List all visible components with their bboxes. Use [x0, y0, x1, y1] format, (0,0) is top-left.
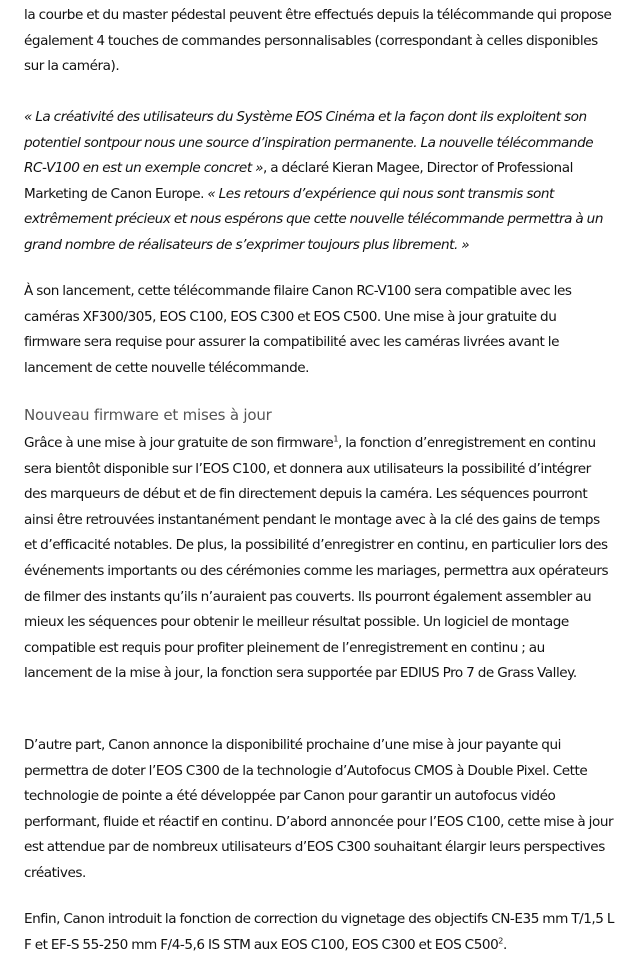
paragraph-vignetting-end: . — [502, 936, 507, 953]
paragraph-autofocus-update: D’autre part, Canon annonce la disponibilité prochaine d’une mise à jour payante qui permettra de doter l’EOS C300 de la technologie d’Autofocus CMOS à Double Pixel. Cette technologie de pointe a été développée par Canon pour garantir un autofocus vidéo performant, fluide et réactif en continu. D’abord annoncée pour l’EOS C100, cette mise à jour est attendue par de nombreux utilisateurs d’EOS C300 souhaitant élargir leurs perspectives créatives. — [24, 737, 614, 881]
paragraph-continuous-recording-rest: , la fonction d’enregistrement en continu sera bientôt disponible sur l’EOS C100, et donnera aux utilisateurs la possibilité d’intégrer des marqueurs de début et de fin directement depuis la caméra. Les séquences pourront ainsi être retrouvées instantanément pendant le montage avec à la clé des gains de temps et d’efficacité notables. De plus, la possibilité d’enregistrer en continu, en particulier lors des événements importants ou des cérémonies comme les mariages, permettra aux opérateurs de filmer des instants qu’ils n’auraient pas couverts. Ils pourront également assembler au mieux les séquences pour obtenir le meilleur résultat possible. Un logiciel de montage compatible est requis pour profiter pleinement de l’enregistrement en continu ; au lancement de la mise à jour, la fonction sera supportée par EDIUS Pro 7 de Grass Valley. — [24, 435, 609, 682]
section-heading: Nouveau firmware et mises à jour — [24, 406, 272, 424]
quote-attribution: , a déclaré Kieran Magee, Director of Professional Marketing de Canon Europe. — [24, 160, 573, 202]
footnote-ref-1: 1 — [333, 434, 338, 444]
paragraph-vignetting-start: Enfin, Canon introduit la fonction de correction du vignetage des objectifs CN-E35 mm T/1,5 L F et EF-S 55-250 mm F/4-5,6 IS STM aux EOS C100, EOS C300 et EOS C500 — [24, 911, 614, 953]
quote-part-2: « Les retours d’expérience qui nous sont transmis sont extrêmement précieux et nous espérons que cette nouvelle télécommande permettra à un grand nombre de réalisateurs de s’exprimer toujours plus librement. » — [24, 185, 604, 253]
paragraph-continuous-recording — [24, 431, 614, 687]
quote-part-1: « La créativité des utilisateurs du Système EOS Cinéma et la façon dont ils exploitent son potentiel sontpour nous une source d’inspiration permanente. La nouvelle télécommande RC-V100 en est un exemple concret » — [24, 109, 594, 177]
footnote-ref-2: 2 — [498, 936, 503, 946]
paragraph-quote — [24, 105, 614, 259]
paragraph-compatibility: À son lancement, cette télécommande filaire Canon RC-V100 sera compatible avec les caméras XF300/305, EOS C100, EOS C300 et EOS C500. Une mise à jour gratuite du firmware sera requise pour assurer la compatibilité avec les caméras livrées avant le lancement de cette nouvelle télécommande. — [24, 283, 572, 376]
paragraph-remote-features: la courbe et du master pédestal peuvent être effectués depuis la télécommande qui propose également 4 touches de commandes personnalisables (correspondant à celles disponibles sur la caméra). — [24, 7, 612, 75]
paragraph-vignetting-correction — [24, 907, 614, 958]
paragraph-continuous-recording-start: Grâce à une mise à jour gratuite de son firmware — [24, 435, 334, 451]
